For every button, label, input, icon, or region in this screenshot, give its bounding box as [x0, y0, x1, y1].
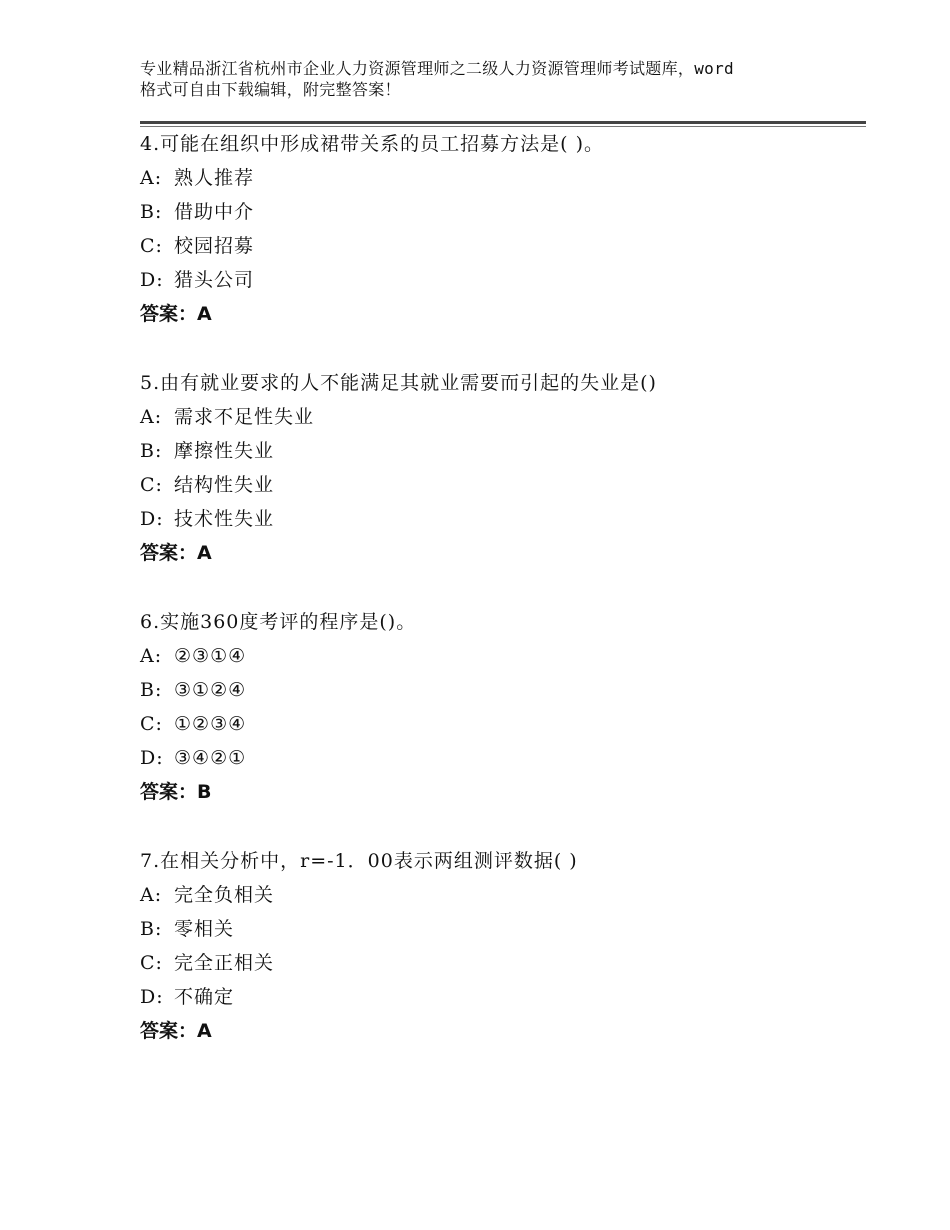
option-b — [140, 912, 866, 946]
option-a — [140, 400, 866, 434]
option-letter: C: — [140, 713, 163, 735]
option-text: 借助中介 — [174, 201, 255, 223]
option-letter: B: — [140, 679, 163, 701]
option-text: 摩擦性失业 — [174, 440, 275, 462]
answer-line: 答案：B — [140, 781, 212, 803]
answer-line: 答案：A — [140, 1020, 212, 1042]
question-title: 4.可能在组织中形成裙带关系的员工招募方法是( )。 — [140, 133, 604, 155]
option-d — [140, 263, 866, 297]
question-title: 5.由有就业要求的人不能满足其就业需要而引起的失业是() — [140, 372, 657, 394]
answer-line: 答案：A — [140, 542, 212, 564]
option-text: 结构性失业 — [174, 474, 275, 496]
option-letter: B: — [140, 440, 163, 462]
option-text: 校园招募 — [174, 235, 255, 257]
question-6 — [140, 605, 866, 809]
option-a — [140, 161, 866, 195]
option-letter: B: — [140, 918, 163, 940]
option-text: ③④②① — [174, 747, 247, 769]
header-divider-thick — [140, 121, 866, 124]
option-letter: A: — [140, 645, 163, 667]
option-letter: D: — [140, 986, 164, 1008]
option-letter: C: — [140, 474, 163, 496]
option-text: ①②③④ — [174, 713, 247, 735]
option-b — [140, 673, 866, 707]
option-letter: C: — [140, 952, 163, 974]
option-letter: B: — [140, 201, 163, 223]
option-text: 熟人推荐 — [174, 167, 255, 189]
option-b — [140, 195, 866, 229]
option-a — [140, 639, 866, 673]
option-c — [140, 707, 866, 741]
option-text: 完全负相关 — [174, 884, 275, 906]
question-title: 7.在相关分析中，r=-1．00表示两组测评数据( ) — [140, 850, 578, 872]
option-letter: D: — [140, 508, 164, 530]
option-d — [140, 741, 866, 775]
option-letter: A: — [140, 884, 163, 906]
option-letter: D: — [140, 269, 164, 291]
option-d — [140, 980, 866, 1014]
option-letter: C: — [140, 235, 163, 257]
option-text: 零相关 — [174, 918, 235, 940]
option-d — [140, 502, 866, 536]
option-text: ②③①④ — [174, 645, 247, 667]
option-text: ③①②④ — [174, 679, 247, 701]
question-4 — [140, 127, 866, 331]
header-line-1: 专业精品浙江省杭州市企业人力资源管理师之二级人力资源管理师考试题库，word — [140, 59, 734, 78]
option-letter: A: — [140, 406, 163, 428]
option-text: 技术性失业 — [174, 508, 275, 530]
document-header — [140, 58, 840, 100]
question-7 — [140, 844, 866, 1048]
option-c — [140, 946, 866, 980]
header-line-2: 格式可自由下载编辑，附完整答案！ — [140, 80, 401, 99]
option-c — [140, 229, 866, 263]
option-text: 不确定 — [174, 986, 235, 1008]
option-text: 完全正相关 — [174, 952, 275, 974]
option-text: 猎头公司 — [174, 269, 255, 291]
option-a — [140, 878, 866, 912]
option-b — [140, 434, 866, 468]
question-5 — [140, 366, 866, 570]
option-letter: A: — [140, 167, 163, 189]
question-title: 6.实施360度考评的程序是()。 — [140, 611, 417, 633]
option-c — [140, 468, 866, 502]
option-letter: D: — [140, 747, 164, 769]
option-text: 需求不足性失业 — [174, 406, 315, 428]
question-list — [140, 127, 866, 1083]
answer-line: 答案：A — [140, 303, 212, 325]
